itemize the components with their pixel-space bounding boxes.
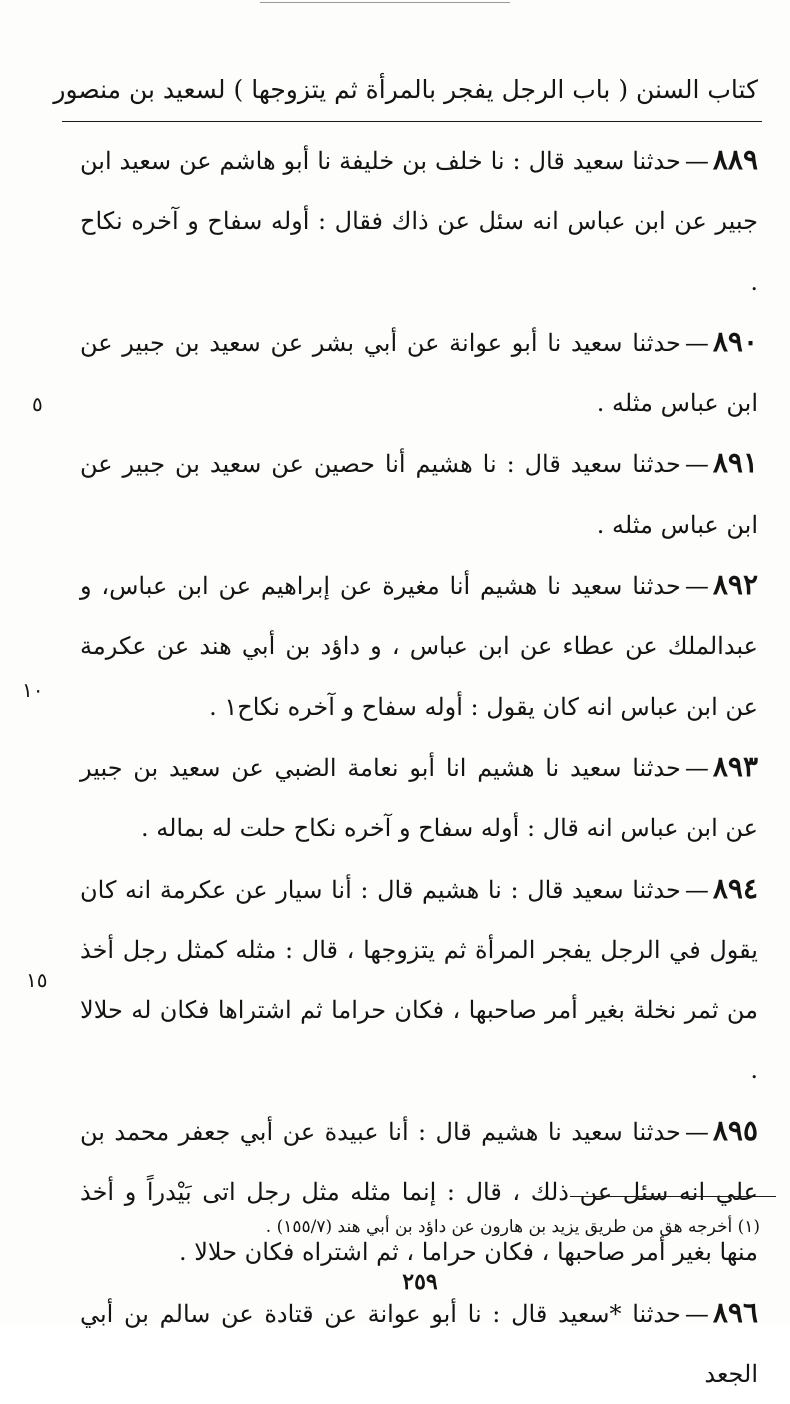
dash-separator: —: [684, 147, 709, 175]
hadith-number: ٨٩٥: [712, 1113, 758, 1147]
dash-separator: —: [684, 450, 709, 479]
dash-separator: —: [684, 1117, 709, 1146]
hadith-896: [80, 1283, 758, 1404]
hadith-text: حدثنا سعيد قال : نا خلف بن خليفة نا أبو هاشم عن سعيد ابن جبير عن ابن عباس انه سئل عن ذاك فقال : أوله سفاح و آخره نكاح .: [80, 147, 758, 296]
margin-line-number: ٥: [32, 392, 43, 416]
hadith-text: حدثنا سعيد نا هشيم أنا مغيرة عن إبراهيم عن ابن عباس، و عبدالملك عن عطاء عن ابن عباس ، و داؤد بن أبي هند عن عكرمة عن ابن عباس انه كان يقول : أوله سفاح و آخره نكاح١ .: [80, 572, 758, 721]
hadith-893: [80, 737, 758, 859]
hadith-number: ٨٩١: [712, 446, 758, 480]
hadith-889: [80, 130, 758, 312]
dash-separator: —: [684, 1299, 709, 1328]
footnote-rule: [570, 1196, 776, 1197]
margin-line-number: ١٥: [26, 968, 48, 992]
hadith-text: حدثنا سعيد قال : نا هشيم قال : أنا سيار عن عكرمة انه كان يقول في الرجل يفجر المرأة ثم يتزوجها ، قال : مثله كمثل رجل أخذ من ثمر نخلة بغير أمر صاحبها ، فكان حراما ثم اشتراها فكان له حلالا .: [80, 875, 759, 1085]
hadith-text: حدثنا سعيد نا هشيم قال : أنا عبيدة عن أبي جعفر محمد بن علي انه سئل عن ذلك ، قال : إنما مثله مثل رجل اتى بَيْدراً و أخذ منها بغير أمر صاحبها ، فكان حراما ، ثم اشتراه فكان حلالا .: [80, 1117, 758, 1267]
hadith-892: [80, 555, 758, 737]
footnote: (١) أخرجه هق من طريق يزيد بن هارون عن داؤد بن أبي هند (١٥٥/٧) .: [265, 1217, 760, 1237]
header-rule: [62, 121, 762, 122]
dash-separator: —: [684, 572, 709, 601]
hadith-number: ٨٩٦: [712, 1295, 758, 1329]
hadith-text: حدثنا سعيد قال : نا هشيم أنا حصين عن سعيد بن جبير عن ابن عباس مثله .: [80, 450, 758, 539]
top-rule: [260, 2, 510, 3]
hadith-895: [80, 1101, 758, 1283]
hadith-number: ٨٨٩: [712, 143, 758, 176]
hadith-text: حدثنا سعيد نا هشيم انا أبو نعامة الضبي عن سعيد بن جبير عن ابن عباس انه قال : أوله سفاح و آخره نكاح حلت له بماله .: [80, 753, 758, 843]
hadith-number: ٨٩٤: [712, 871, 758, 905]
hadith-text: حدثنا سعيد نا أبو عوانة عن أبي بشر عن سعيد بن جبير عن ابن عباس مثله .: [80, 328, 758, 418]
hadith-890: [80, 312, 758, 434]
dash-separator: —: [684, 328, 709, 357]
hadith-number: ٨٩٣: [712, 749, 758, 783]
hadith-894: [80, 859, 758, 1101]
dash-separator: —: [684, 875, 709, 904]
hadith-891: [80, 433, 758, 555]
dash-separator: —: [684, 753, 709, 782]
hadith-number: ٨٩٢: [712, 568, 758, 602]
margin-line-number: ١٠: [22, 678, 44, 702]
hadith-text: حدثنا *سعيد قال : نا أبو عوانة عن قتادة عن سالم بن أبي الجعد: [80, 1299, 758, 1388]
hadith-number: ٨٩٠: [712, 324, 758, 358]
running-header: كتاب السنن ( باب الرجل يفجر بالمرأة ثم يتزوجها ) لسعيد بن منصور: [53, 75, 758, 104]
page-number: ٢٥٩: [402, 1269, 438, 1295]
